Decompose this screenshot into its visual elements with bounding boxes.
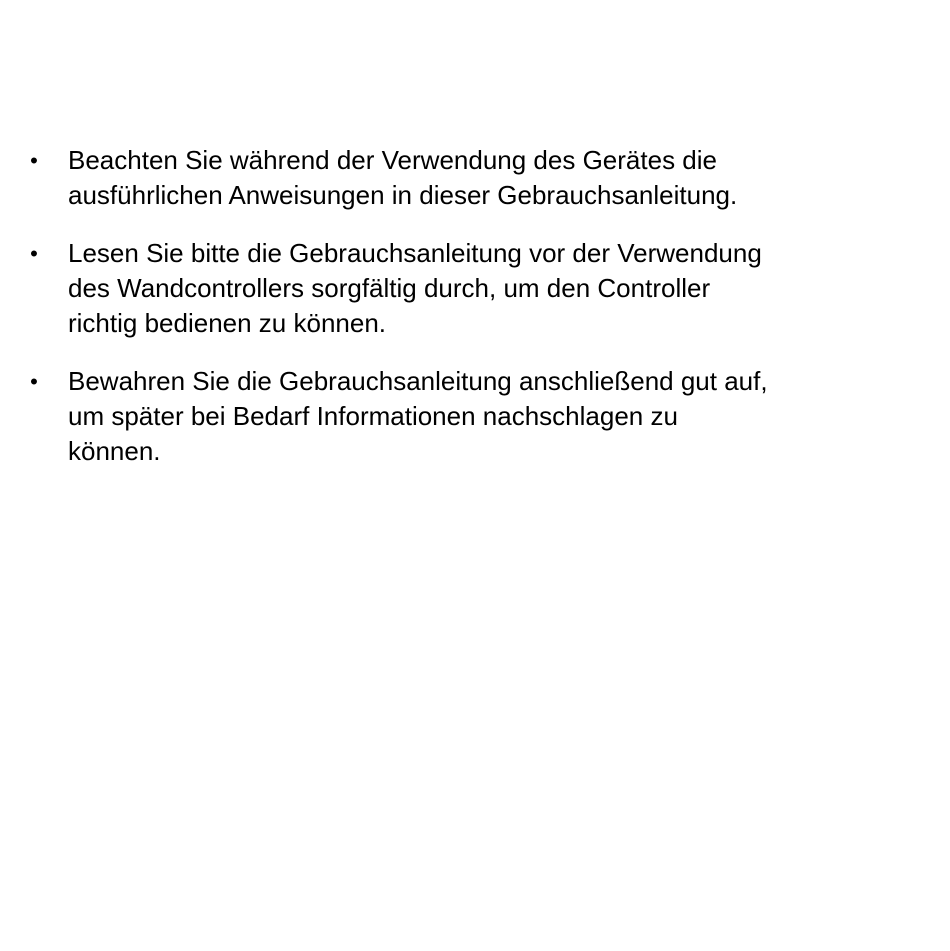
- bullet-text-line: Bewahren Sie die Gebrauchsanleitung anschließend gut auf,: [68, 366, 768, 396]
- bullet-text-line: Lesen Sie bitte die Gebrauchsanleitung vor der Verwendung: [68, 238, 762, 268]
- bullet-text-line: Beachten Sie während der Verwendung des Gerätes die: [68, 145, 717, 175]
- bullet-text-line: ausführlichen Anweisungen in dieser Gebrauchsanleitung.: [68, 180, 738, 210]
- bullet-icon: •: [30, 369, 38, 394]
- bullet-text-line: können.: [68, 436, 161, 466]
- bullet-item-1: [0, 143, 950, 213]
- bullet-icon: •: [30, 241, 38, 266]
- bullet-text-line: richtig bedienen zu können.: [68, 308, 387, 338]
- bullet-text-line: des Wandcontrollers sorgfältig durch, um den Controller: [68, 273, 711, 303]
- bullet-text-line: um später bei Bedarf Informationen nachschlagen zu: [68, 401, 678, 431]
- bullet-item-3: [0, 364, 950, 469]
- instruction-bullet-list: [0, 143, 950, 492]
- bullet-icon: •: [30, 148, 38, 173]
- bullet-item-2: [0, 236, 950, 341]
